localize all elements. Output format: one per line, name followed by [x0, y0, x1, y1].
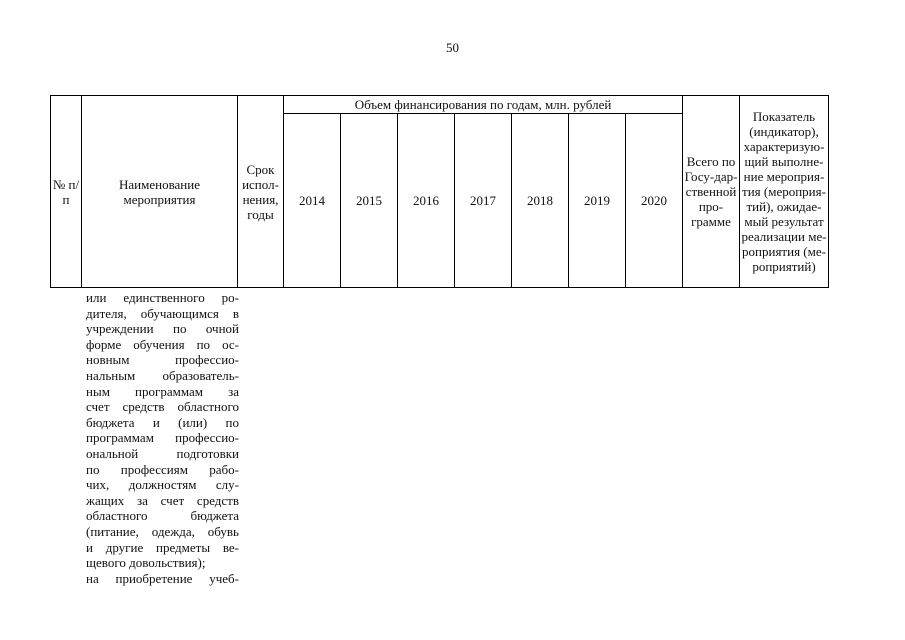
- text-line: дителя, обучающимся в: [86, 305, 239, 321]
- funding-table: [50, 95, 829, 288]
- text-line: (питание, одежда, обувь: [86, 523, 239, 539]
- continuation-text: [86, 290, 239, 586]
- text-line: ональной подготовки: [86, 445, 239, 461]
- header-year: 2019: [569, 114, 626, 288]
- header-indicator: Показатель (индикатор), характеризую-щий выполне-ние мероприя-тия (мероприя-тий), ожидае-мый результат реализации ме-роприятия (ме-роприятий): [740, 96, 829, 288]
- text-line: ным программам за: [86, 383, 239, 399]
- header-funding-group: Объем финансирования по годам, млн. рублей: [284, 96, 683, 114]
- header-number: № п/п: [51, 96, 82, 288]
- header-term: Срок испол-нения, годы: [238, 96, 284, 288]
- text-line: бюджета и (или) по: [86, 414, 239, 430]
- text-line: счет средств областного: [86, 399, 239, 415]
- text-line: программам профессио-: [86, 430, 239, 446]
- text-line: щевого довольствия);: [86, 555, 206, 571]
- text-line: жащих за счет средств: [86, 492, 239, 508]
- header-year: 2018: [512, 114, 569, 288]
- text-line: чих, должностям слу-: [86, 477, 239, 493]
- text-line: областного бюджета: [86, 508, 239, 524]
- text-line: на приобретение учеб-: [86, 570, 239, 586]
- text-line: форме обучения по ос-: [86, 336, 239, 352]
- header-year: 2016: [398, 114, 455, 288]
- header-year: 2015: [341, 114, 398, 288]
- header-year: 2017: [455, 114, 512, 288]
- text-line: или единственного ро-: [86, 290, 239, 305]
- page-number: 50: [446, 40, 459, 55]
- header-year: 2020: [626, 114, 683, 288]
- text-line: учреждении по очной: [86, 321, 239, 337]
- header-name: Наименование мероприятия: [82, 96, 238, 288]
- text-line: по профессиям рабо-: [86, 461, 239, 477]
- text-line: нальным образователь-: [86, 367, 239, 383]
- header-year: 2014: [284, 114, 341, 288]
- text-line: новным профессио-: [86, 352, 239, 368]
- header-total: Всего по Госу-дар-ственной про-грамме: [683, 96, 740, 288]
- text-line: и другие предметы ве-: [86, 539, 239, 555]
